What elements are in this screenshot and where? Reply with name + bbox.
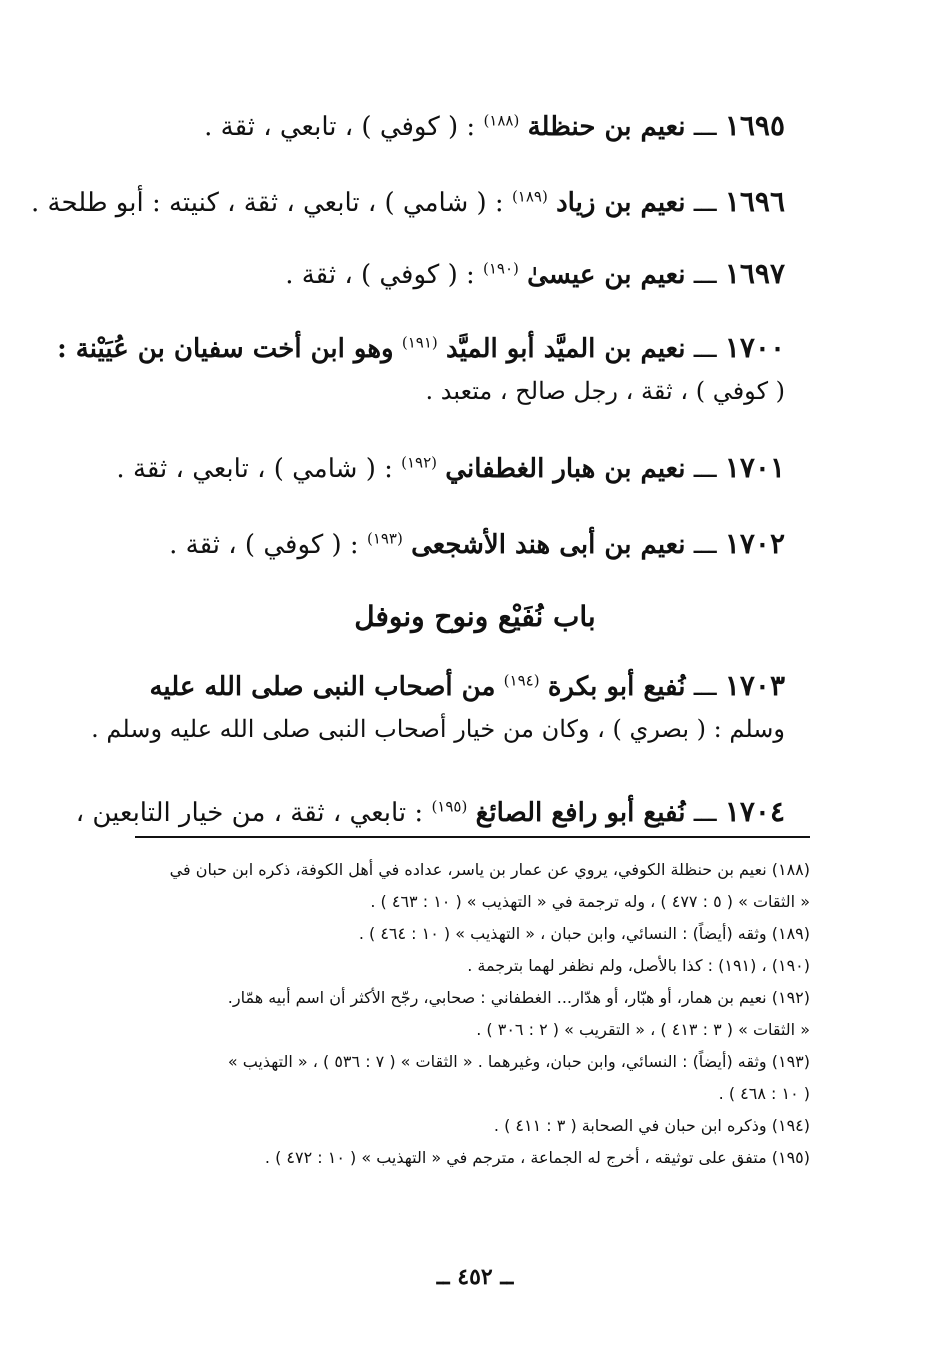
entry-number: ١٧٠٠ xyxy=(724,331,785,364)
chapter-heading: باب نُفَيْع ونوح ونوفل xyxy=(354,600,596,633)
entry-dash: ـــ xyxy=(685,454,717,484)
footnote-line: ( ١٠ : ٤٦٨ ) . xyxy=(718,1084,810,1103)
entry-1700: ١٧٠٠ ـــ نعيم بن الميَّد أبو الميَّد $^{(١٩١)}$ وهو ابن أخت سفيان بن عُيَيْنة : ( كوفي ) ، ثقة ، رجل صالح ، متعبد . xyxy=(65,326,785,411)
entry-name: نعيم بن زياد xyxy=(556,188,686,218)
entry-dash: ـــ xyxy=(685,334,717,364)
entry-name: نُفيع أبو بكرة xyxy=(547,672,686,702)
footnote-ref: ١٨٩ xyxy=(517,187,542,206)
entry-number: ١٧٠٣ xyxy=(724,669,785,702)
entry-name: نعيم بن عيسىٰ xyxy=(527,260,686,290)
entry-1704: ١٧٠٤ ـــ نُفيع أبو رافع الصائغ $^{(١٩٥)}$ : تابعي ، ثقة ، من خيار التابعين ، xyxy=(75,795,785,828)
entry-number: ١٧٠١ xyxy=(724,451,785,484)
footnote-line: (١٩٤) وذكره ابن حبان في الصحابة ( ٣ : ٤١١ ) . xyxy=(493,1116,810,1135)
entry-number: ١٦٩٧ xyxy=(724,257,785,290)
entry-text: : ( كوفي ) ، ثقة . xyxy=(169,530,359,560)
footnote-line: (١٩٢) نعيم بن همار، أو هبّار، أو هدّار... الغطفاني : صحابي، رجّح الأكثر أن اسم أبيه همّار. xyxy=(227,988,810,1007)
footnote-ref: ١٨٨ xyxy=(489,111,514,130)
entry-1695: ١٦٩٥ ـــ نعيم بن حنظلة $^{(١٨٨)}$ : ( كوفي ) ، تابعي ، ثقة . xyxy=(204,109,785,142)
entry-dash: ـــ xyxy=(685,260,717,290)
footnote-line: « الثقات » ( ٣ : ٤١٣ ) ، « التقريب » ( ٢ : ٣٠٦ ) . xyxy=(476,1020,810,1039)
footnote-line: (١٨٨) نعيم بن حنظلة الكوفي، يروي عن عمار بن ياسر، عداده في أهل الكوفة، ذكره ابن حبان في xyxy=(169,860,810,879)
entry-continuation: ( كوفي ) ، ثقة ، رجل صالح ، متعبد . xyxy=(425,377,785,405)
footnote-line: « الثقات » ( ٥ : ٤٧٧ ) ، وله ترجمة في « التهذيب » ( ١٠ : ٤٦٣ ) . xyxy=(370,892,810,911)
footnote-ref: ١٩٠ xyxy=(488,259,514,278)
entry-text: وهو ابن أخت سفيان بن عُيَيْنة : xyxy=(57,334,394,364)
entry-number: ١٧٠٢ xyxy=(724,527,785,560)
footnote-line: (١٩٥) متفق على توثيقه ، أخرج له الجماعة ، مترجم في « التهذيب » ( ١٠ : ٤٧٢ ) . xyxy=(264,1148,810,1167)
entry-name: نعيم بن حنظلة xyxy=(527,112,686,142)
entry-text: : ( كوفي ) ، ثقة . xyxy=(285,260,475,290)
footnote-ref: ١٩٤ xyxy=(509,671,534,690)
entry-name: نعيم بن هبار الغطفاني xyxy=(445,454,686,484)
entry-1697: ١٦٩٧ ـــ نعيم بن عيسىٰ $^{(١٩٠)}$ : ( كوفي ) ، ثقة . xyxy=(285,257,785,290)
entry-continuation: وسلم : ( بصري ) ، وكان من خيار أصحاب النبى صلى الله عليه وسلم . xyxy=(91,715,785,743)
footnote-line: (١٨٩) وثقه (أيضاً) : النسائي، وابن حبان ، « التهذيب » ( ١٠ : ٤٦٤ ) . xyxy=(358,924,810,943)
footnote-ref: ١٩١ xyxy=(407,333,432,352)
entry-text: : ( شامي ) ، تابعي ، ثقة ، كنيته : أبو طلحة . xyxy=(30,188,504,218)
entry-number: ١٦٩٦ xyxy=(724,185,785,218)
footnote-ref: ١٩٥ xyxy=(437,797,462,816)
entry-dash: ـــ xyxy=(685,188,717,218)
entry-1702: ١٧٠٢ ـــ نعيم بن أبى هند الأشجعى $^{(١٩٣)}$ : ( كوفي ) ، ثقة . xyxy=(169,527,785,560)
entry-text: من أصحاب النبى صلى الله عليه xyxy=(149,672,496,702)
entry-name: نُفيع أبو رافع الصائغ xyxy=(475,798,686,828)
footnote-ref: ١٩٢ xyxy=(407,453,432,472)
entry-dash: ـــ xyxy=(685,112,717,142)
entry-name: نعيم بن الميَّد أبو الميَّد xyxy=(446,334,686,364)
entry-number: ١٧٠٤ xyxy=(724,795,785,828)
entry-1703: ١٧٠٣ ـــ نُفيع أبو بكرة $^{(١٩٤)}$ من أصحاب النبى صلى الله عليه وسلم : ( بصري ) ، وكان من خيار أصحاب النبى صلى الله عليه وسلم . xyxy=(65,664,785,749)
footnote-line: (١٩٠) ، (١٩١) : كذا بالأصل، ولم نظفر لهما بترجمة . xyxy=(467,956,810,975)
footnote-separator xyxy=(135,836,810,838)
footnote-ref: ١٩٣ xyxy=(372,529,397,548)
entry-dash: ـــ xyxy=(685,798,717,828)
entry-1701: ١٧٠١ ـــ نعيم بن هبار الغطفاني $^{(١٩٢)}$ : ( شامي ) ، تابعي ، ثقة . xyxy=(116,451,785,484)
entry-dash: ـــ xyxy=(685,530,717,560)
entry-name: نعيم بن أبى هند الأشجعى xyxy=(411,530,686,560)
entry-text: : ( كوفي ) ، تابعي ، ثقة . xyxy=(204,112,476,142)
entry-text: : ( شامي ) ، تابعي ، ثقة . xyxy=(116,454,393,484)
footnote-line: (١٩٣) وثقه (أيضاً) : النسائي، وابن حبان، وغيرهما . « الثقات » ( ٧ : ٥٣٦ ) ، « التهذيب » xyxy=(227,1052,810,1071)
page-number: ــ ٤٥٢ ــ xyxy=(436,1264,514,1290)
footnotes xyxy=(70,854,810,1174)
entry-dash: ـــ xyxy=(685,672,717,702)
entry-number: ١٦٩٥ xyxy=(724,109,785,142)
entry-1696: ١٦٩٦ ـــ نعيم بن زياد $^{(١٨٩)}$ : ( شامي ) ، تابعي ، ثقة ، كنيته : أبو طلحة . xyxy=(30,185,785,218)
entry-text: : تابعي ، ثقة ، من خيار التابعين ، xyxy=(75,798,424,828)
